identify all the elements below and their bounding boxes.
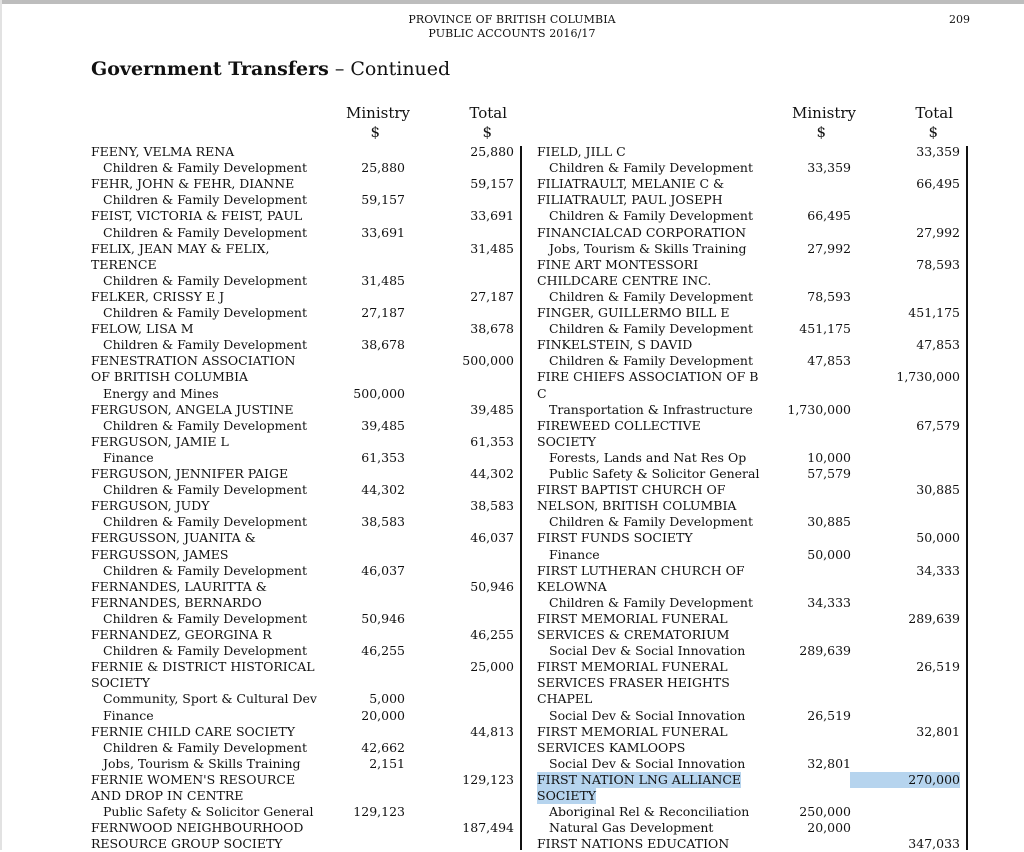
- recipient-row: [0, 192, 1024, 208]
- recipient-name: FINE ART MONTESSORI: [537, 256, 699, 272]
- recipient-row: [0, 788, 1024, 804]
- recipient-row: [0, 434, 1024, 450]
- recipient-name: FIRE CHIEFS ASSOCIATION OF B: [537, 369, 759, 385]
- recipient-name: TERENCE: [91, 256, 157, 272]
- ministry-amount: 46,255: [361, 643, 405, 659]
- recipient-name: FINANCIALCAD CORPORATION: [537, 224, 747, 240]
- left-ministry-currency: $: [370, 123, 380, 141]
- total-amount: 61,353: [470, 433, 514, 449]
- recipient-name: FINKELSTEIN, S DAVID: [537, 337, 693, 353]
- recipient-row: [0, 772, 1024, 788]
- total-amount: 187,494: [462, 820, 514, 836]
- ministry-name: Jobs, Tourism & Skills Training: [549, 240, 747, 256]
- recipient-row: [0, 627, 1024, 643]
- total-amount: 289,639: [908, 610, 960, 626]
- ministry-name: Children & Family Development: [103, 610, 307, 626]
- recipient-name: FEENY, VELMA RENA: [91, 144, 235, 159]
- total-amount: 33,359: [916, 144, 960, 159]
- ministry-name: Finance: [103, 449, 154, 465]
- recipient-row: [0, 418, 1024, 434]
- ministry-name: Social Dev & Social Innovation: [549, 707, 746, 723]
- total-amount: 34,333: [916, 562, 960, 578]
- recipient-name: FIRST MEMORIAL FUNERAL: [537, 723, 728, 739]
- ministry-row: [0, 514, 1024, 530]
- ministry-row: [0, 804, 1024, 820]
- total-amount: 1,730,000: [896, 369, 960, 385]
- ministry-amount: 61,353: [361, 449, 405, 465]
- total-amount: 78,593: [916, 256, 960, 272]
- ministry-amount: 47,853: [807, 353, 851, 369]
- ministry-amount: 26,519: [807, 707, 851, 723]
- ministry-name: Children & Family Development: [103, 417, 307, 433]
- recipient-name: FIRST FUNDS SOCIETY: [537, 530, 693, 546]
- ministry-name: Children & Family Development: [103, 305, 307, 320]
- recipient-row: [0, 740, 1024, 756]
- ministry-amount: 38,678: [361, 337, 405, 353]
- ministry-amount: 289,639: [799, 643, 851, 659]
- recipient-name: AND DROP IN CENTRE: [91, 788, 244, 803]
- ministry-name: Natural Gas Development: [549, 820, 714, 836]
- ministry-name: Children & Family Development: [549, 594, 753, 610]
- ministry-name: Forests, Lands and Nat Res Op: [549, 449, 747, 465]
- recipient-name: FIRST NATION LNG ALLIANCE: [537, 771, 742, 787]
- ministry-amount: 1,730,000: [787, 401, 851, 417]
- recipient-row: [0, 579, 1024, 595]
- ministry-row: [0, 466, 1024, 482]
- total-amount: 270,000: [850, 772, 960, 788]
- total-amount: 26,519: [916, 659, 960, 675]
- recipient-name: FERNIE WOMEN'S RESOURCE: [91, 771, 296, 787]
- recipient-row: [0, 498, 1024, 514]
- recipient-name: CHAPEL: [537, 691, 593, 707]
- recipient-name: FELOW, LISA M: [91, 321, 194, 337]
- ministry-amount: 42,662: [361, 739, 405, 755]
- page-number: 209: [949, 13, 970, 26]
- recipient-row: [0, 337, 1024, 353]
- recipient-name: NELSON, BRITISH COLUMBIA: [537, 498, 737, 514]
- total-amount: 38,678: [470, 321, 514, 337]
- ministry-row: [0, 643, 1024, 659]
- recipient-name: FERNIE & DISTRICT HISTORICAL: [91, 659, 315, 675]
- ministry-name: Children & Family Development: [103, 482, 307, 498]
- ministry-amount: 500,000: [353, 385, 405, 401]
- right-total-header-label: Total: [915, 104, 953, 122]
- recipient-row: [0, 482, 1024, 498]
- recipient-name: FERNWOOD NEIGHBOURHOOD: [91, 820, 304, 836]
- ministry-name: Children & Family Development: [103, 160, 307, 176]
- total-amount: 46,037: [470, 530, 514, 546]
- province-header: PROVINCE OF BRITISH COLUMBIA: [408, 13, 616, 26]
- ministry-amount: 20,000: [361, 707, 405, 723]
- recipient-row: [0, 305, 1024, 321]
- ministry-amount: 38,583: [361, 514, 405, 530]
- total-amount: 451,175: [908, 305, 960, 320]
- total-amount: 59,157: [470, 176, 514, 192]
- ministry-amount: 250,000: [799, 804, 851, 820]
- section-title-main: Government Transfers: [91, 58, 329, 80]
- ministry-row: [0, 708, 1024, 724]
- left-total-header: [440, 104, 507, 142]
- left-total-header-label: Total: [469, 104, 507, 122]
- viewer-top-border: [0, 0, 1024, 4]
- recipient-name: FELIX, JEAN MAY & FELIX,: [91, 240, 270, 256]
- ministry-row: [0, 595, 1024, 611]
- ministry-amount: 32,801: [807, 755, 851, 771]
- ministry-row: [0, 353, 1024, 369]
- left-ministry-header-label: Ministry: [346, 104, 410, 122]
- ministry-name: Community, Sport & Cultural Dev: [103, 691, 317, 707]
- ministry-amount: 129,123: [353, 804, 405, 820]
- right-total-header: [886, 104, 953, 142]
- recipient-name: FIRST BAPTIST CHURCH OF: [537, 482, 726, 498]
- recipient-name: FERNIE CHILD CARE SOCIETY: [91, 723, 296, 739]
- ministry-amount: 451,175: [799, 321, 851, 337]
- ministry-amount: 5,000: [369, 691, 405, 707]
- recipient-name: FIRST LUTHERAN CHURCH OF: [537, 562, 745, 578]
- recipient-name: FIRST MEMORIAL FUNERAL: [537, 610, 728, 626]
- total-amount: 30,885: [916, 482, 960, 498]
- total-amount: 67,579: [916, 417, 960, 433]
- total-amount: 27,992: [916, 224, 960, 240]
- ministry-amount: 20,000: [807, 820, 851, 836]
- recipient-name: FIRST MEMORIAL FUNERAL: [537, 659, 728, 675]
- recipient-name: FERNANDEZ, GEORGINA R: [91, 627, 272, 642]
- recipient-name: SOCIETY: [537, 788, 597, 803]
- section-title-suffix: – Continued: [328, 58, 451, 80]
- total-amount: 47,853: [916, 337, 960, 353]
- ministry-name: Energy and Mines: [103, 385, 219, 401]
- total-amount: 44,813: [470, 723, 514, 739]
- ministry-name: Children & Family Development: [103, 739, 307, 755]
- total-amount: 25,880: [470, 144, 514, 159]
- recipient-row: [0, 369, 1024, 385]
- recipient-name: SOCIETY: [91, 675, 151, 691]
- ministry-amount: 27,992: [807, 240, 851, 256]
- ministry-amount: 44,302: [361, 482, 405, 498]
- recipient-name: FERGUSON, JUDY: [91, 498, 210, 514]
- total-amount: 347,033: [908, 836, 960, 852]
- ministry-name: Children & Family Development: [549, 321, 753, 337]
- left-ministry-header: [330, 104, 410, 142]
- total-amount: 32,801: [916, 723, 960, 739]
- section-title: [91, 58, 450, 80]
- recipient-row: [0, 176, 1024, 192]
- ministry-name: Children & Family Development: [103, 643, 307, 659]
- ministry-amount: 27,187: [361, 305, 405, 320]
- ministry-amount: 59,157: [361, 192, 405, 208]
- total-amount: 39,485: [470, 401, 514, 417]
- right-ministry-header: [776, 104, 856, 142]
- recipient-name: FERGUSON, JENNIFER PAIGE: [91, 466, 289, 481]
- ministry-amount: 10,000: [807, 449, 851, 465]
- ministry-name: Children & Family Development: [103, 562, 307, 578]
- recipient-name: FENESTRATION ASSOCIATION: [91, 353, 296, 369]
- left-total-currency: $: [482, 123, 492, 141]
- ministry-row: [0, 241, 1024, 257]
- ministry-name: Public Safety & Solicitor General: [549, 466, 760, 481]
- right-total-currency: $: [928, 123, 938, 141]
- total-amount: 500,000: [462, 353, 514, 369]
- recipient-name: FIREWEED COLLECTIVE: [537, 417, 701, 433]
- total-amount: 50,946: [470, 578, 514, 594]
- recipient-row: [0, 386, 1024, 402]
- recipient-row: [0, 144, 1024, 160]
- recipient-row: [0, 724, 1024, 740]
- ministry-row: [0, 321, 1024, 337]
- ministry-amount: 34,333: [807, 594, 851, 610]
- recipient-name: FEHR, JOHN & FEHR, DIANNE: [91, 176, 295, 192]
- recipient-name: FIELD, JILL C: [537, 144, 626, 159]
- recipient-row: [0, 659, 1024, 675]
- ministry-row: [0, 289, 1024, 305]
- recipient-name: FERGUSSON, JUANITA &: [91, 530, 256, 546]
- recipient-row: [0, 530, 1024, 546]
- recipient-name: FEIST, VICTORIA & FEIST, PAUL: [91, 208, 303, 224]
- ministry-amount: 50,946: [361, 610, 405, 626]
- ministry-name: Public Safety & Solicitor General: [103, 804, 314, 820]
- recipient-row: [0, 691, 1024, 707]
- recipient-name: FILIATRAULT, PAUL JOSEPH: [537, 192, 723, 208]
- recipient-name: FIRST NATIONS EDUCATION: [537, 836, 730, 852]
- total-amount: 33,691: [470, 208, 514, 224]
- ministry-name: Aboriginal Rel & Reconciliation: [549, 804, 750, 820]
- ministry-name: Children & Family Development: [549, 208, 753, 224]
- ministry-name: Children & Family Development: [103, 337, 307, 353]
- total-amount: 38,583: [470, 498, 514, 514]
- ministry-name: Transportation & Infrastructure: [549, 401, 753, 417]
- ministry-amount: 2,151: [369, 755, 405, 771]
- ministry-amount: 50,000: [807, 546, 851, 562]
- ministry-name: Children & Family Development: [549, 288, 753, 304]
- recipient-name: KELOWNA: [537, 578, 607, 594]
- recipient-name: SERVICES & CREMATORIUM: [537, 627, 730, 642]
- recipient-name: FELKER, CRISSY E J: [91, 288, 225, 304]
- ministry-amount: 39,485: [361, 417, 405, 433]
- recipient-row: [0, 273, 1024, 289]
- total-amount: 25,000: [470, 659, 514, 675]
- ministry-name: Finance: [549, 546, 600, 562]
- ministry-amount: 31,485: [361, 272, 405, 288]
- recipient-name: C: [537, 385, 547, 401]
- right-ministry-header-label: Ministry: [792, 104, 856, 122]
- recipient-row: [0, 611, 1024, 627]
- total-amount: 129,123: [462, 771, 514, 787]
- recipient-name: FERGUSSON, JAMES: [91, 546, 229, 562]
- ministry-amount: 25,880: [361, 160, 405, 176]
- ministry-amount: 46,037: [361, 562, 405, 578]
- public-accounts-header: PUBLIC ACCOUNTS 2016/17: [428, 27, 596, 40]
- ministry-name: Finance: [103, 707, 154, 723]
- ministry-amount: 66,495: [807, 208, 851, 224]
- recipient-name: FERGUSON, ANGELA JUSTINE: [91, 401, 294, 417]
- right-ministry-currency: $: [816, 123, 826, 141]
- total-amount: 46,255: [470, 627, 514, 642]
- ministry-name: Children & Family Development: [549, 514, 753, 530]
- recipient-name: SERVICES FRASER HEIGHTS: [537, 675, 730, 691]
- total-amount: 44,302: [470, 466, 514, 481]
- ministry-row: [0, 547, 1024, 563]
- recipient-name: RESOURCE GROUP SOCIETY: [91, 836, 283, 852]
- recipient-row: [0, 257, 1024, 273]
- ministry-name: Children & Family Development: [103, 514, 307, 530]
- ministry-name: Children & Family Development: [549, 160, 753, 176]
- ministry-amount: 33,691: [361, 224, 405, 240]
- ministry-name: Social Dev & Social Innovation: [549, 643, 746, 659]
- ministry-amount: 57,579: [807, 466, 851, 481]
- ministry-name: Social Dev & Social Innovation: [549, 755, 746, 771]
- ministry-amount: 30,885: [807, 514, 851, 530]
- recipient-name: FERNANDES, BERNARDO: [91, 594, 262, 610]
- recipient-name: OF BRITISH COLUMBIA: [91, 369, 249, 385]
- ministry-row: [0, 402, 1024, 418]
- total-amount: 50,000: [916, 530, 960, 546]
- ministry-name: Jobs, Tourism & Skills Training: [103, 755, 301, 771]
- ministry-row: [0, 820, 1024, 836]
- recipient-name: SOCIETY: [537, 433, 597, 449]
- ministry-name: Children & Family Development: [103, 224, 307, 240]
- total-amount: 66,495: [916, 176, 960, 192]
- ministry-row: [0, 208, 1024, 224]
- ministry-row: [0, 450, 1024, 466]
- recipient-row: [0, 225, 1024, 241]
- ministry-name: Children & Family Development: [103, 272, 307, 288]
- recipient-row: [0, 563, 1024, 579]
- ministry-name: Children & Family Development: [549, 353, 753, 369]
- ministry-row: [0, 756, 1024, 772]
- ministry-name: Children & Family Development: [103, 192, 307, 208]
- ministry-row: [0, 160, 1024, 176]
- total-amount: 31,485: [470, 240, 514, 256]
- ministry-amount: 78,593: [807, 288, 851, 304]
- recipient-name: FERNANDES, LAURITTA &: [91, 578, 267, 594]
- recipient-name: FINGER, GUILLERMO BILL E: [537, 305, 730, 320]
- recipient-row: [0, 675, 1024, 691]
- total-amount: 27,187: [470, 288, 514, 304]
- recipient-name: FILIATRAULT, MELANIE C &: [537, 176, 725, 192]
- recipient-name: CHILDCARE CENTRE INC.: [537, 272, 712, 288]
- recipient-name: FERGUSON, JAMIE L: [91, 433, 229, 449]
- recipient-name: SERVICES KAMLOOPS: [537, 739, 686, 755]
- ministry-amount: 33,359: [807, 160, 851, 176]
